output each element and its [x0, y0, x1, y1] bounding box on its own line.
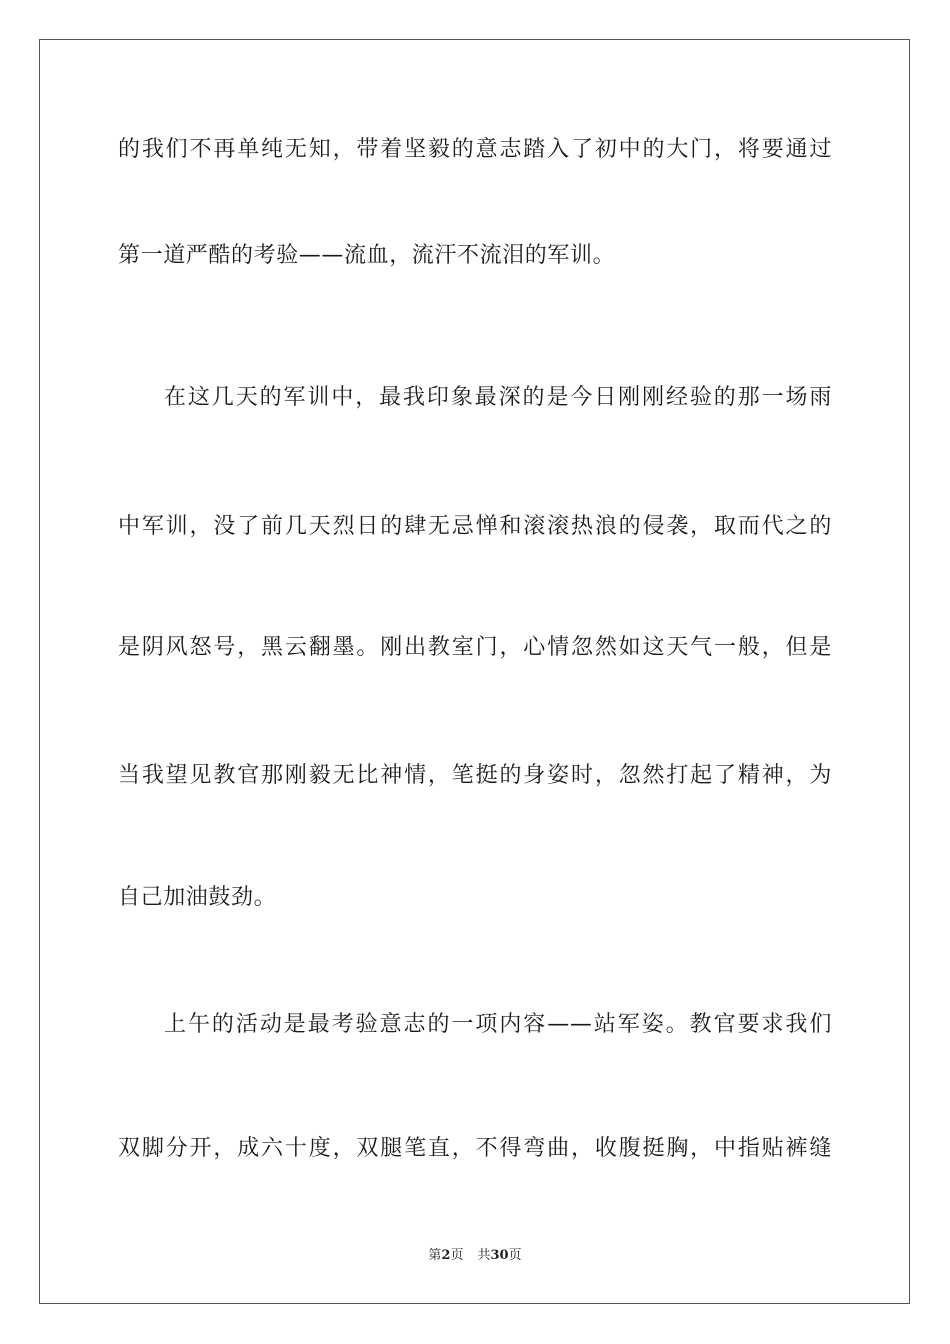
footer-page-prefix: 第: [428, 1248, 442, 1263]
paragraph-line-9: 双脚分开，成六十度，双腿笔直，不得弯曲，收腹挺胸，中指贴裤缝: [118, 1136, 832, 1161]
paragraph-line-2: 第一道严酷的考验——流血，流汗不流泪的军训。: [118, 243, 616, 268]
footer-total-suffix: 页: [508, 1248, 522, 1263]
paragraph-line-1: 的我们不再单纯无知，带着坚毅的意志踏入了初中的大门，将要通过: [118, 137, 832, 162]
paragraph-line-4: 中军训，没了前几天烈日的肆无忌惮和滚滚热浪的侵袭，取而代之的: [118, 514, 832, 539]
page-footer: [0, 1247, 950, 1265]
paragraph-line-7: 自己加油鼓劲。: [118, 885, 277, 910]
paragraph-line-3: 在这几天的军训中，最我印象最深的是今日刚刚经验的那一场雨: [164, 385, 832, 410]
paragraph-line-8: 上午的活动是最考验意志的一项内容——站军姿。教官要求我们: [164, 1012, 832, 1037]
page-border: [39, 39, 910, 1304]
footer-total-prefix: 共: [477, 1248, 491, 1263]
footer-page-number: 2: [441, 1248, 451, 1263]
footer-page-suffix: 页: [450, 1248, 464, 1263]
paragraph-line-5: 是阴风怒号，黑云翻墨。刚出教室门，心情忽然如这天气一般，但是: [118, 635, 832, 660]
paragraph-line-6: 当我望见教官那刚毅无比神情，笔挺的身姿时，忽然打起了精神，为: [118, 763, 832, 788]
footer-total-pages: 30: [490, 1248, 509, 1263]
